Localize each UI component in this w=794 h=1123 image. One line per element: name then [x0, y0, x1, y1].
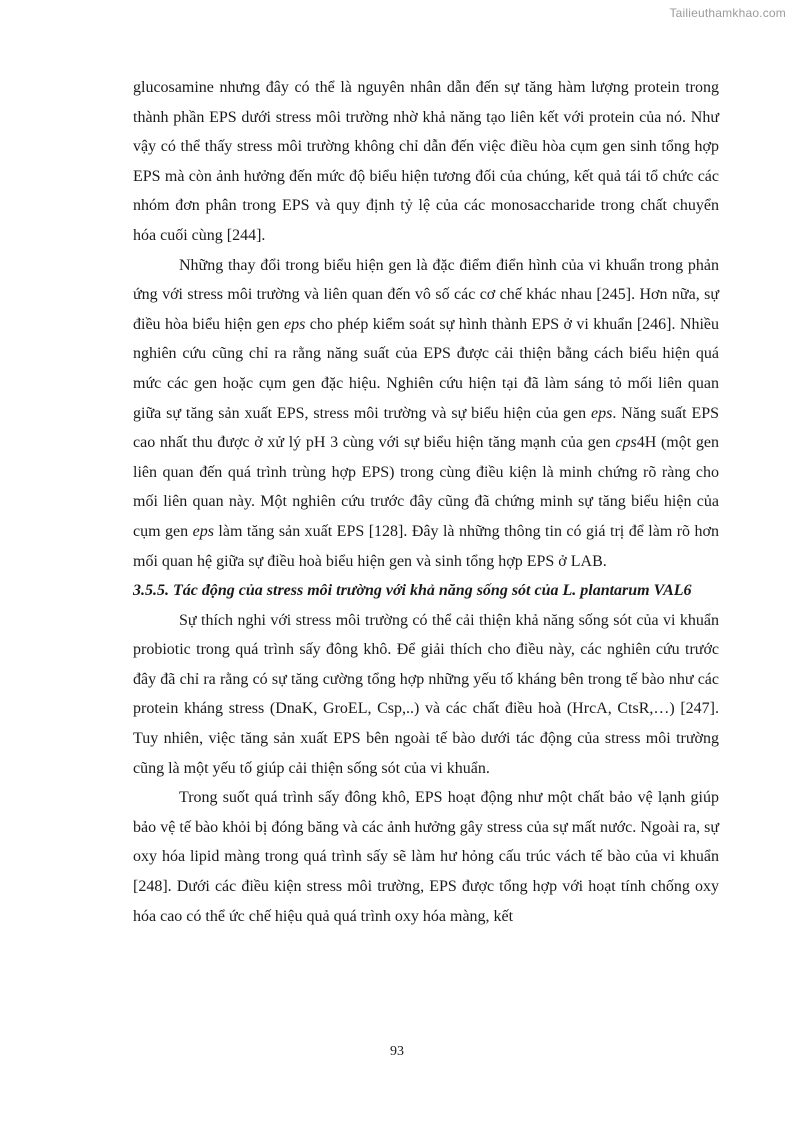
paragraph-2-text-2: cho phép kiểm soát sự hình thành EPS ở vi khuẩn [246]. Nhiều nghiên cứu cũng chỉ ra rằng năng suất của EPS được cải thiện bằng cách biểu hiện quá mức các gen hoặc cụm gen đặc hiệu. Nghiên cứu hiện tại đã làm sáng tỏ mối liên quan giữa sự tăng sản xuất EPS, stress môi trường và sự biểu hiện của gen: [133, 315, 719, 422]
paragraph-2-text-5: làm tăng sản xuất EPS [128]. Đây là những thông tin có giá trị để làm rõ hơn mối quan hệ giữa sự điều hoà biểu hiện gen và sinh tổng hợp EPS ở LAB.: [133, 522, 719, 570]
paragraph-1: glucosamine nhưng đây có thể là nguyên nhân dẫn đến sự tăng hàm lượng protein trong thành phần EPS dưới stress môi trường nhờ khả năng tạo liên kết với protein của nó. Như vậy có thể thấy stress môi trường không chỉ dẫn đến việc điều hòa cụm gen sinh tổng hợp EPS mà còn ảnh hưởng đến mức độ biểu hiện tương đối của chúng, kết quả tái tổ chức các nhóm đơn phân trong EPS và quy định tỷ lệ của các monosaccharide trong chất chuyển hóa cuối cùng [244].: [133, 79, 719, 244]
page-number: 93: [390, 1044, 404, 1059]
gene-name-italic: eps: [591, 404, 613, 422]
paragraph-2-text-3: . Năng suất EPS cao nhất thu được ở xử lý pH 3 cùng với sự biểu hiện tăng mạnh của gen: [133, 404, 720, 452]
document-body: [133, 73, 719, 931]
paragraph-2: [133, 251, 719, 577]
watermark-text: Tailieuthamkhao.com: [669, 6, 786, 20]
section-heading: 3.5.5. Tác động của stress môi trường với khả năng sống sót của L. plantarum VAL6: [133, 582, 692, 600]
gene-name-italic: eps: [192, 522, 214, 540]
paragraph-3: Sự thích nghi với stress môi trường có thể cải thiện khả năng sống sót của vi khuẩn probiotic trong quá trình sấy đông khô. Để giải thích cho điều này, các nghiên cứu trước đây đã chỉ ra rằng có sự tăng cường tổng hợp những yếu tố kháng bên trong tế bào như các protein kháng stress (DnaK, GroEL, Csp,..) và các chất điều hoà (HrcA, CtsR,…) [247]. Tuy nhiên, việc tăng sản xuất EPS bên ngoài tế bào dưới tác động của stress môi trường cũng là một yếu tố giúp cải thiện sống sót của vi khuẩn.: [133, 611, 719, 777]
paragraph-4: Trong suốt quá trình sấy đông khô, EPS hoạt động như một chất bảo vệ lạnh giúp bảo vệ tế bào khỏi bị đóng băng và các ảnh hưởng gây stress của sự mất nước. Ngoài ra, sự oxy hóa lipid màng trong quá trình sấy sẽ làm hư hỏng cấu trúc vách tế bào của vi khuẩn [248]. Dưới các điều kiện stress môi trường, EPS được tổng hợp với hoạt tính chống oxy hóa cao có thể ức chế hiệu quả quá trình oxy hóa màng, kết: [133, 789, 719, 925]
paragraph-2-text-4: 4H (một gen liên quan đến quá trình trùng hợp EPS) trong cùng điều kiện là minh chứng rõ ràng cho mối liên quan này. Một nghiên cứu trước đây cũng đã chứng minh sự tăng biểu hiện của cụm gen: [133, 434, 719, 540]
paragraph-2-text-1: Những thay đổi trong biểu hiện gen là đặc điểm điển hình của vi khuẩn trong phản ứng với stress môi trường và liên quan đến vô số các cơ chế khác nhau [245]. Hơn nữa, sự điều hòa biểu hiện gen: [133, 256, 719, 333]
gene-name-italic: eps: [283, 315, 306, 333]
gene-name-italic: cps: [615, 434, 637, 452]
